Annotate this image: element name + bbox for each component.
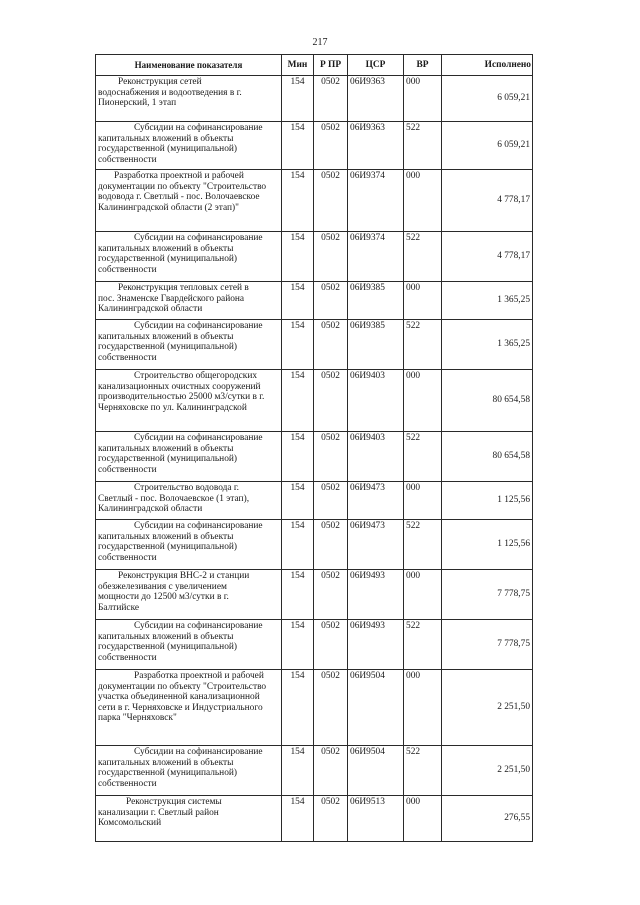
name-line: Балтийске xyxy=(98,602,140,613)
cell-vr: 522 xyxy=(404,520,442,570)
cell-min: 154 xyxy=(282,432,314,482)
cell-amount: 6 059,21 xyxy=(442,76,533,122)
name-line: Субсидии на софинансирование xyxy=(134,123,263,133)
cell-rpr: 0502 xyxy=(314,520,348,570)
cell-amount: 7 778,75 xyxy=(442,620,533,670)
cell-name xyxy=(96,482,282,520)
cell-csr: 06И9374 xyxy=(348,232,404,282)
cell-rpr: 0502 xyxy=(314,670,348,746)
cell-csr: 06И9403 xyxy=(348,432,404,482)
header-csr: ЦСР xyxy=(348,55,404,76)
cell-amount: 2 251,50 xyxy=(442,670,533,746)
cell-rpr: 0502 xyxy=(314,432,348,482)
name-line: государственной (муниципальной) xyxy=(98,144,238,155)
cell-amount: 80 654,58 xyxy=(442,432,533,482)
cell-csr: 06И9493 xyxy=(348,570,404,620)
table-row xyxy=(96,620,533,670)
name-line: Комсомольский xyxy=(98,818,162,829)
cell-amount: 4 778,17 xyxy=(442,232,533,282)
cell-rpr: 0502 xyxy=(314,620,348,670)
cell-min: 154 xyxy=(282,520,314,570)
name-line: документации по объекту "Строительство xyxy=(98,181,267,192)
name-line: Реконструкция системы xyxy=(126,797,222,807)
cell-rpr: 0502 xyxy=(314,282,348,320)
cell-vr: 000 xyxy=(404,796,442,842)
name-line: Светлый - пос. Волочаевское (1 этап), xyxy=(98,493,250,504)
name-line: собственности xyxy=(98,352,157,363)
name-line: мощности до 12500 м3/сутки в г. xyxy=(98,592,229,603)
cell-vr: 522 xyxy=(404,232,442,282)
cell-vr: 000 xyxy=(404,282,442,320)
name-line: сети в г. Черняховске и Индустриального xyxy=(98,702,263,713)
name-line: государственной (муниципальной) xyxy=(98,454,238,465)
table-row xyxy=(96,520,533,570)
name-line: Субсидии на софинансирование xyxy=(134,747,263,757)
name-line: Калининградской области xyxy=(98,304,203,315)
header-rpr: Р ПР xyxy=(314,55,348,76)
name-line: собственности xyxy=(98,778,157,789)
cell-name xyxy=(96,432,282,482)
cell-rpr: 0502 xyxy=(314,746,348,796)
cell-rpr: 0502 xyxy=(314,76,348,122)
cell-name xyxy=(96,282,282,320)
name-line: собственности xyxy=(98,552,157,563)
header-name: Наименование показателя xyxy=(96,55,282,76)
cell-vr: 522 xyxy=(404,320,442,370)
name-line: канализационных очистных сооружений xyxy=(98,381,261,392)
cell-vr: 522 xyxy=(404,122,442,170)
cell-amount: 1 365,25 xyxy=(442,320,533,370)
cell-min: 154 xyxy=(282,570,314,620)
table-row xyxy=(96,796,533,842)
cell-name xyxy=(96,570,282,620)
name-line: производительностью 25000 м3/сутки в г. xyxy=(98,392,265,403)
cell-rpr: 0502 xyxy=(314,570,348,620)
name-line: собственности xyxy=(98,154,157,165)
name-line: капитальных вложений в объекты xyxy=(98,631,234,642)
table-row xyxy=(96,670,533,746)
cell-rpr: 0502 xyxy=(314,122,348,170)
table-row xyxy=(96,232,533,282)
name-line: канализации г. Светлый район xyxy=(98,807,219,818)
page-number: 217 xyxy=(312,37,328,48)
name-line: Калининградской области (2 этап)" xyxy=(98,202,239,213)
cell-min: 154 xyxy=(282,232,314,282)
cell-name xyxy=(96,122,282,170)
name-line: документации по объекту "Строительство xyxy=(98,681,267,692)
cell-name xyxy=(96,620,282,670)
cell-amount: 2 251,50 xyxy=(442,746,533,796)
name-line: капитальных вложений в объекты xyxy=(98,331,234,342)
cell-name xyxy=(96,746,282,796)
name-line: Калининградской области xyxy=(98,504,203,515)
cell-csr: 06И9473 xyxy=(348,482,404,520)
name-line: государственной (муниципальной) xyxy=(98,642,238,653)
cell-amount: 1 365,25 xyxy=(442,282,533,320)
cell-vr: 522 xyxy=(404,432,442,482)
cell-vr: 000 xyxy=(404,370,442,432)
name-line: Черняховске по ул. Калининградской xyxy=(98,402,247,413)
cell-csr: 06И9403 xyxy=(348,370,404,432)
cell-csr: 06И9513 xyxy=(348,796,404,842)
table-row xyxy=(96,370,533,432)
cell-csr: 06И9473 xyxy=(348,520,404,570)
cell-rpr: 0502 xyxy=(314,320,348,370)
name-line: парка "Черняховск" xyxy=(98,713,177,724)
name-line: Реконструкция тепловых сетей в xyxy=(118,283,249,293)
name-line: Субсидии на софинансирование xyxy=(134,233,263,243)
name-line: капитальных вложений в объекты xyxy=(98,443,234,454)
table-row xyxy=(96,76,533,122)
name-line: собственности xyxy=(98,464,157,475)
header-min: Мин xyxy=(282,55,314,76)
name-line: государственной (муниципальной) xyxy=(98,768,238,779)
cell-rpr: 0502 xyxy=(314,370,348,432)
name-line: Строительство водовода г. xyxy=(134,483,240,493)
cell-vr: 522 xyxy=(404,746,442,796)
cell-min: 154 xyxy=(282,746,314,796)
name-line: Строительство общегородских xyxy=(134,371,258,381)
cell-min: 154 xyxy=(282,320,314,370)
name-line: участка объединенной канализационной xyxy=(98,692,260,703)
cell-amount: 4 778,17 xyxy=(442,170,533,232)
cell-csr: 06И9385 xyxy=(348,320,404,370)
cell-csr: 06И9374 xyxy=(348,170,404,232)
cell-csr: 06И9504 xyxy=(348,746,404,796)
cell-min: 154 xyxy=(282,796,314,842)
name-line: государственной (муниципальной) xyxy=(98,342,238,353)
name-line: капитальных вложений в объекты xyxy=(98,531,234,542)
table-row xyxy=(96,122,533,170)
table-row xyxy=(96,170,533,232)
table-row xyxy=(96,320,533,370)
name-line: обезжелезивания с увеличением xyxy=(98,581,227,592)
cell-csr: 06И9385 xyxy=(348,282,404,320)
cell-min: 154 xyxy=(282,370,314,432)
cell-name xyxy=(96,796,282,842)
cell-min: 154 xyxy=(282,282,314,320)
table-row xyxy=(96,282,533,320)
cell-vr: 000 xyxy=(404,570,442,620)
cell-csr: 06И9363 xyxy=(348,122,404,170)
cell-min: 154 xyxy=(282,482,314,520)
cell-rpr: 0502 xyxy=(314,170,348,232)
cell-min: 154 xyxy=(282,76,314,122)
name-line: собственности xyxy=(98,652,157,663)
cell-min: 154 xyxy=(282,620,314,670)
cell-amount: 7 778,75 xyxy=(442,570,533,620)
cell-amount: 1 125,56 xyxy=(442,520,533,570)
cell-vr: 000 xyxy=(404,76,442,122)
cell-name xyxy=(96,76,282,122)
name-line: капитальных вложений в объекты xyxy=(98,757,234,768)
name-line: государственной (муниципальной) xyxy=(98,542,238,553)
name-line: Пионерский, 1 этап xyxy=(98,98,177,109)
cell-amount: 80 654,58 xyxy=(442,370,533,432)
cell-vr: 522 xyxy=(404,620,442,670)
table-header-row xyxy=(96,55,533,76)
cell-name xyxy=(96,232,282,282)
cell-rpr: 0502 xyxy=(314,796,348,842)
name-line: Субсидии на софинансирование xyxy=(134,321,263,331)
cell-name xyxy=(96,370,282,432)
cell-min: 154 xyxy=(282,170,314,232)
cell-amount: 1 125,56 xyxy=(442,482,533,520)
name-line: Разработка проектной и рабочей xyxy=(114,171,244,181)
budget-table xyxy=(95,54,533,842)
cell-csr: 06И9493 xyxy=(348,620,404,670)
name-line: капитальных вложений в объекты xyxy=(98,243,234,254)
name-line: Реконструкция ВНС-2 и станции xyxy=(118,571,250,581)
cell-name xyxy=(96,670,282,746)
cell-name xyxy=(96,320,282,370)
cell-min: 154 xyxy=(282,122,314,170)
header-exec: Исполнено xyxy=(442,55,533,76)
cell-csr: 06И9363 xyxy=(348,76,404,122)
name-line: Субсидии на софинансирование xyxy=(134,521,263,531)
cell-name xyxy=(96,170,282,232)
cell-vr: 000 xyxy=(404,170,442,232)
cell-min: 154 xyxy=(282,670,314,746)
table-row xyxy=(96,432,533,482)
name-line: пос. Знаменске Гвардейского района xyxy=(98,293,245,304)
name-line: Субсидии на софинансирование xyxy=(134,621,263,631)
header-vr: ВР xyxy=(404,55,442,76)
name-line: водоснабжения и водоотведения в г. xyxy=(98,87,242,98)
cell-rpr: 0502 xyxy=(314,482,348,520)
cell-vr: 000 xyxy=(404,670,442,746)
table-row xyxy=(96,746,533,796)
table-row xyxy=(96,570,533,620)
cell-vr: 000 xyxy=(404,482,442,520)
cell-csr: 06И9504 xyxy=(348,670,404,746)
cell-name xyxy=(96,520,282,570)
name-line: Разработка проектной и рабочей xyxy=(134,671,264,681)
name-line: собственности xyxy=(98,264,157,275)
name-line: водовода г. Светлый - пос. Волочаевское xyxy=(98,192,260,203)
name-line: Реконструкция сетей xyxy=(118,77,202,87)
cell-amount: 6 059,21 xyxy=(442,122,533,170)
cell-rpr: 0502 xyxy=(314,232,348,282)
table-row xyxy=(96,482,533,520)
cell-amount: 276,55 xyxy=(442,796,533,842)
name-line: Субсидии на софинансирование xyxy=(134,433,263,443)
name-line: государственной (муниципальной) xyxy=(98,254,238,265)
name-line: капитальных вложений в объекты xyxy=(98,133,234,144)
